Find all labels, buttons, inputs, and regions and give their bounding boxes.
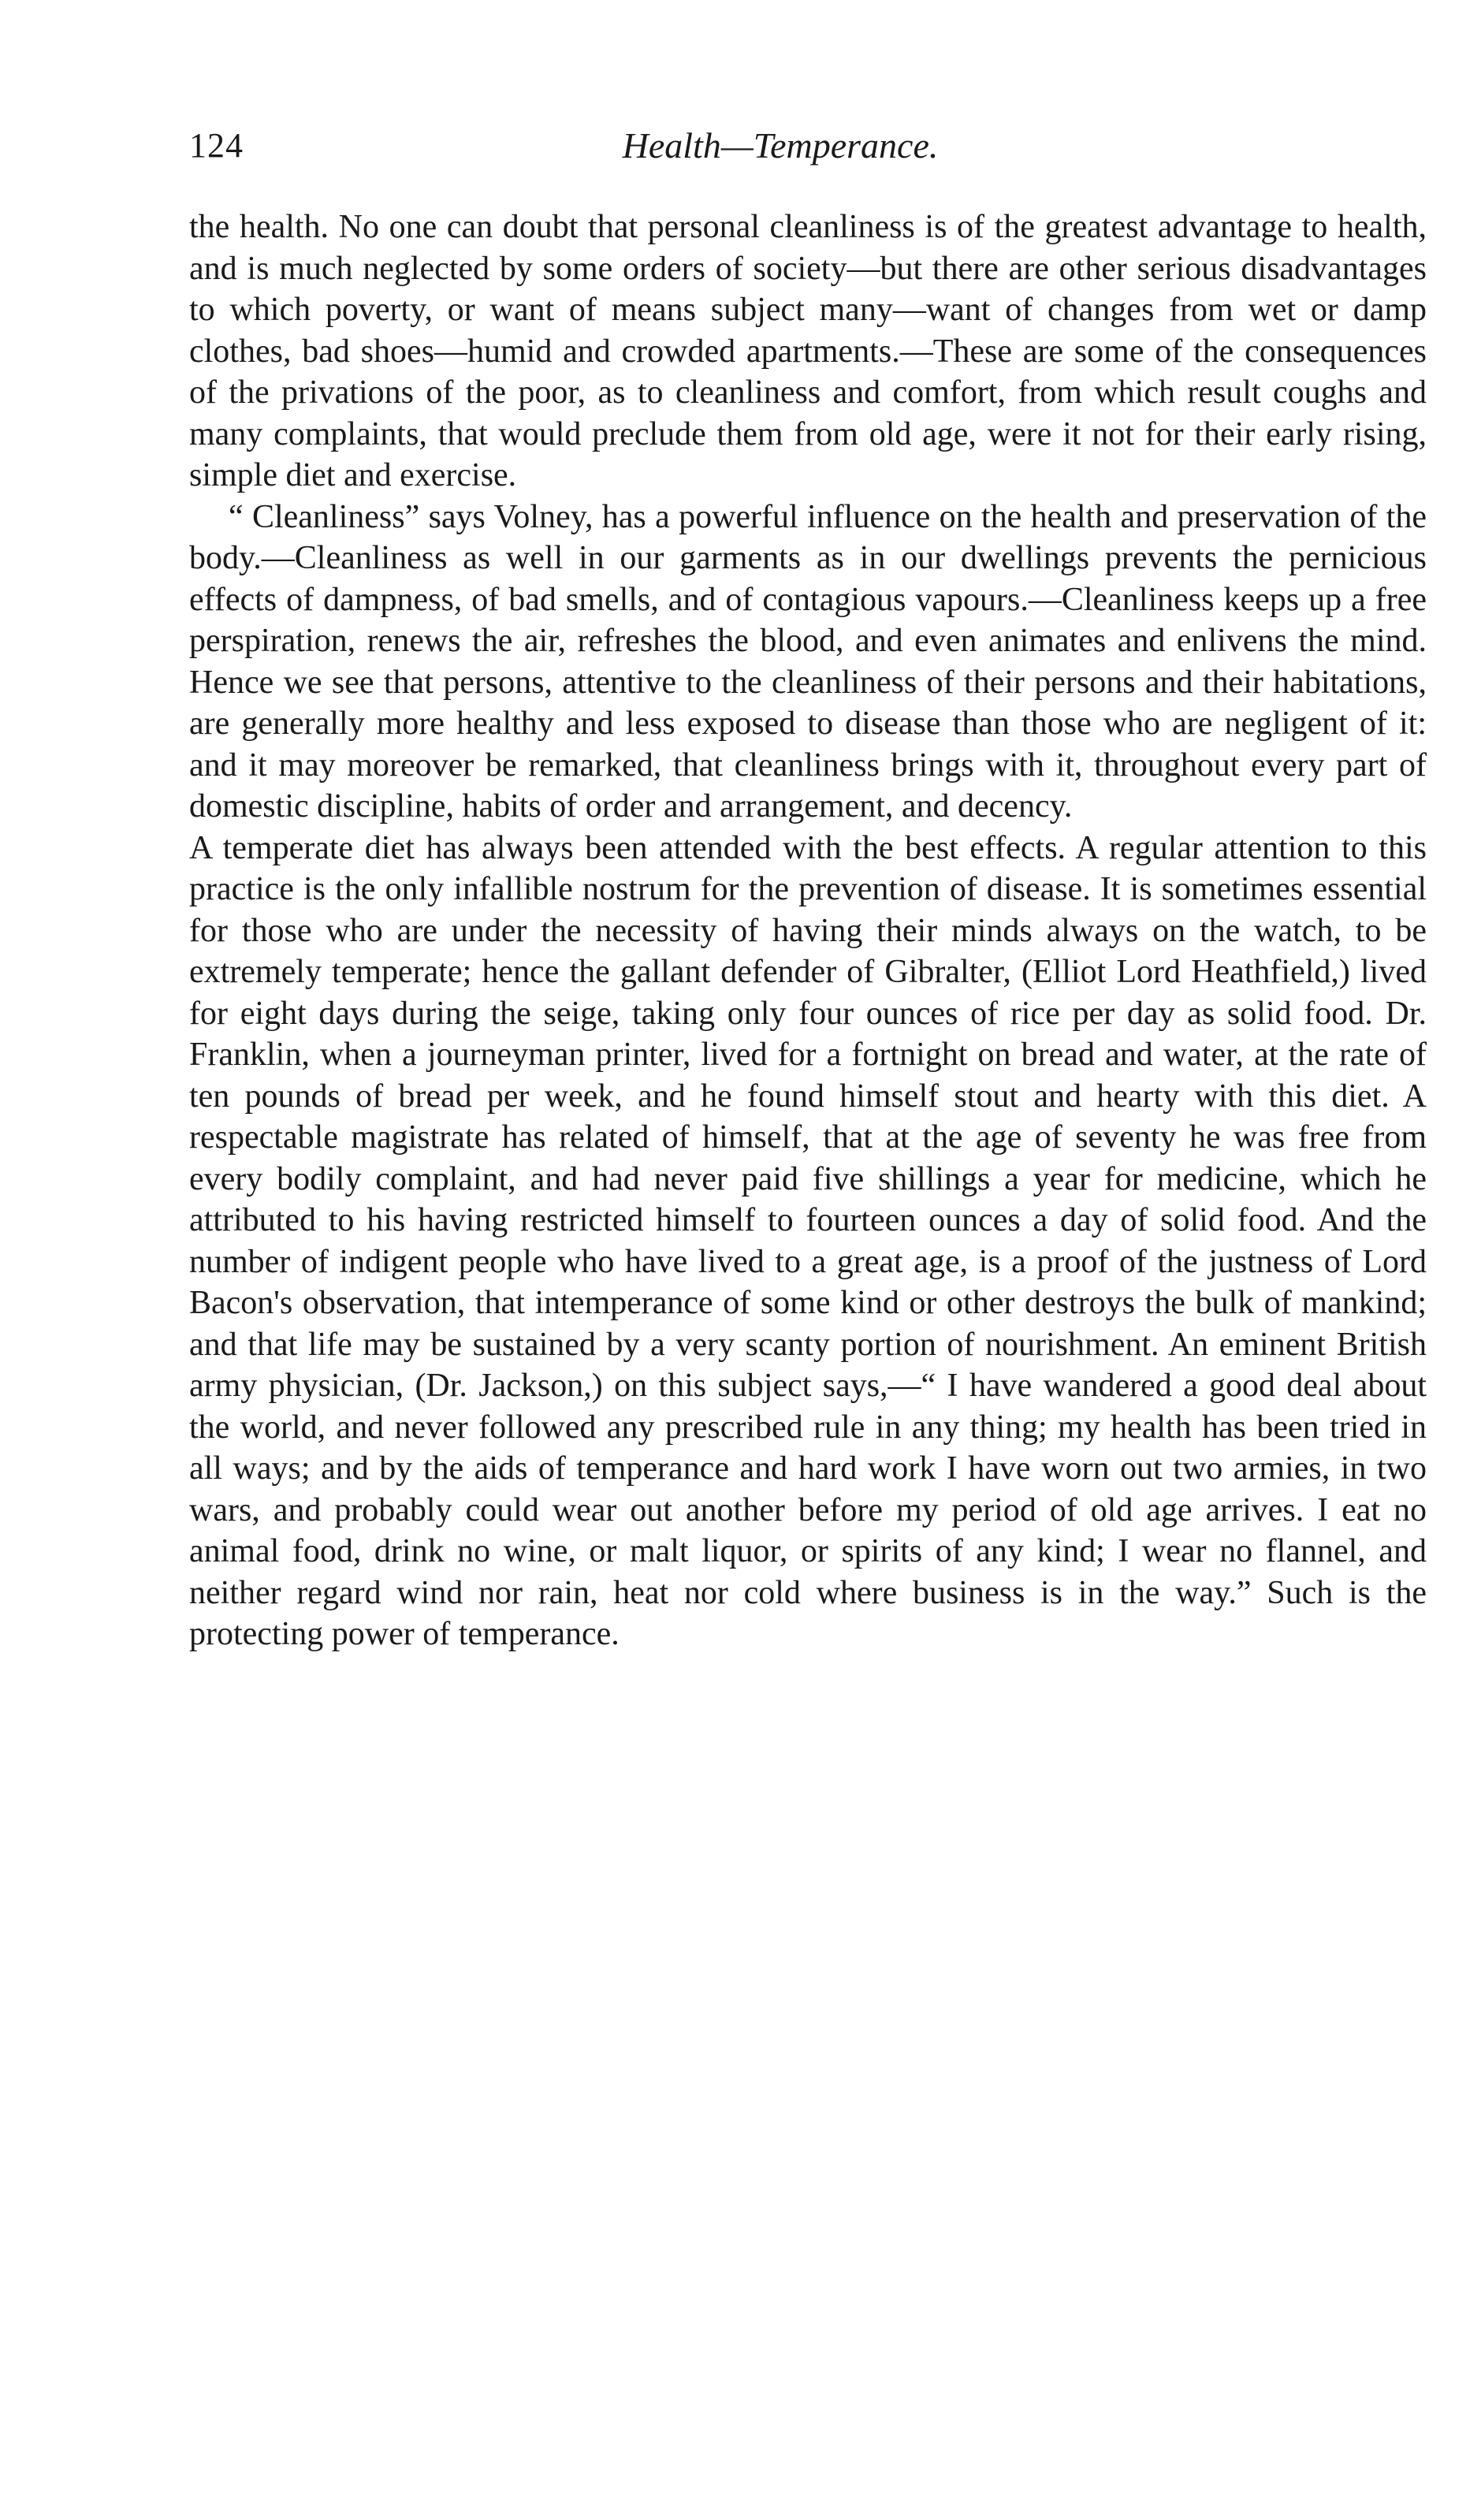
page-header: [189, 118, 1458, 173]
paragraph-volney-quote: “ Cleanliness” says Volney, has a powerful influence on the health and preservation of the body.—Cleanliness as well in our garments as in our dwellings prevents the pernicious effects of dampness, of bad smells, and of contagious vapours.—Cleanliness keeps up a free perspiration, renews the air, refreshes the blood, and even animates and enlivens the mind. Hence we see that persons, attentive to the cleanliness of their persons and their habitations, are generally more healthy and less exposed to disease than those who are negligent of it: and it may moreover be remarked, that cleanliness brings with it, throughout every part of domestic discipline, habits of order and arrangement, and decency.: [189, 498, 1427, 824]
body-text: [189, 207, 1427, 1655]
paragraph-temperate-diet: A temperate diet has always been attended with the best effects. A regular attention to this practice is the only infallible nostrum for the prevention of disease. It is sometimes essential for those who are under the necessity of having their minds always on the watch, to be extremely temperate; hence the gallant defender of Gibralter, (Elliot Lord Heathfield,) lived for eight days during the seige, taking only four ounces of rice per day as solid food. Dr. Franklin, when a journeyman printer, lived for a fortnight on bread and water, at the rate of ten pounds of bread per week, and he found himself stout and hearty with this diet. A respectable magistrate has related of himself, that at the age of seventy he was free from every bodily complaint, and had never paid five shillings a year for medicine, which he attributed to his having restricted himself to fourteen ounces a day of solid food. And the number of indigent people who have lived to a great age, is a proof of the justness of Lord Bacon's observation, that intemperance of some kind or other destroys the bulk of mankind; and that life may be sustained by a very scanty portion of nourishment. An eminent British army physician, (Dr. Jackson,) on this subject says,—“ I have wandered a good deal about the world, and never followed any prescribed rule in any thing; my health has been tried in all ways; and by the aids of temperance and hard work I have worn out two armies, in two wars, and probably could wear out another before my period of old age arrives. I eat no animal food, drink no wine, or malt liquor, or spirits of any kind; I wear no flannel, and neither regard wind nor rain, heat nor cold where business is in the way.” Such is the protecting power of temperance.: [189, 829, 1427, 1652]
paragraph-continuation: the health. No one can doubt that personal cleanliness is of the greatest advantage to health, and is much neglected by some orders of society—but there are other serious disadvantages to which poverty, or want of means subject many—want of changes from wet or damp clothes, bad shoes—humid and crowded apartments.—These are some of the consequences of the privations of the poor, as to cleanliness and comfort, from which result coughs and many complaints, that would preclude them from old age, were it not for their early rising, simple diet and exercise.: [189, 209, 1427, 493]
running-title: Health—Temperance.: [622, 125, 939, 166]
page-number: 124: [189, 126, 244, 165]
